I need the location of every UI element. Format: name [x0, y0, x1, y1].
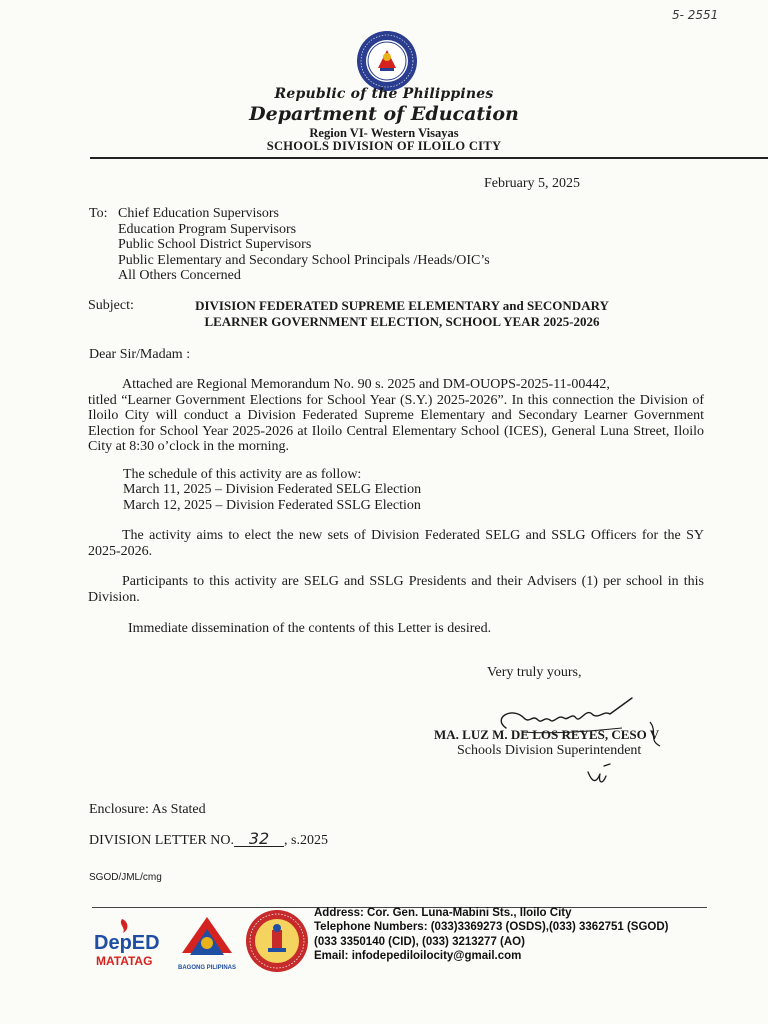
body-paragraph-4: Immediate dissemination of the contents of this Letter is desired.	[128, 621, 492, 636]
recipient-list	[118, 206, 490, 284]
letter-date: February 5, 2025	[484, 176, 581, 191]
footer-address: Address: Cor. Gen. Luna-Mabini Sts., Iloilo City	[314, 907, 572, 919]
subject-line-1: DIVISION FEDERATED SUPREME ELEMENTARY and SECONDARY	[195, 298, 609, 313]
recipient-item: Public School District Supervisors	[118, 237, 312, 253]
subject-line-2: LEARNER GOVERNMENT ELECTION, SCHOOL YEAR 2025-2026	[204, 313, 600, 329]
department-heading: Department of Education	[249, 103, 519, 125]
subject-label: Subject:	[88, 298, 134, 313]
recipient-item: All Others Concerned	[118, 268, 241, 284]
schedule-item: March 12, 2025 – Division Federated SSLG Election	[123, 497, 421, 513]
footer-phone-2: (033 3350140 (CID), (033) 3213277 (AO)	[314, 935, 525, 948]
deped-matatag-logo	[92, 913, 170, 975]
paragraph-3-text: Participants to this activity are SELG and SSLG Presidents and their Advisers (1) per school in this Division.	[88, 574, 704, 605]
schedule-item: March 11, 2025 – Division Federated SELG Election	[123, 482, 422, 498]
deped-seal-logo	[356, 30, 418, 92]
body-paragraph-3	[88, 574, 704, 605]
subject-text	[162, 298, 642, 329]
matatag-logo-text: MATATAG	[96, 954, 153, 968]
republic-heading: Republic of the Philippines	[274, 86, 494, 102]
letter-no-suffix: , s.2025	[284, 833, 328, 848]
reference-initials: SGOD/JML/cmg	[89, 872, 162, 883]
body-paragraph-2	[88, 528, 704, 559]
schedule-block	[123, 467, 421, 513]
signer-name: MA. LUZ M. DE LOS REYES, CESO V	[434, 727, 660, 742]
body-paragraph-1	[88, 377, 704, 455]
to-label: To:	[89, 206, 108, 221]
bagong-pilipinas-logo	[176, 913, 238, 975]
region-heading: Region VI- Western Visayas	[309, 126, 459, 140]
division-seal-logo	[244, 908, 310, 974]
signer-title: Schools Division Superintendent	[457, 743, 642, 758]
handwritten-reference-number: 5- 2551	[672, 8, 719, 22]
header-divider	[90, 157, 768, 159]
bagong-pilipinas-logo-text: BAGONG PILIPINAS	[177, 965, 237, 971]
closing: Very truly yours,	[487, 665, 582, 680]
paragraph-1-rest: titled “Learner Government Elections for School Year (S.Y.) 2025-2026”. In this connection the Division of Iloilo City will conduct a Division Federated Supreme Elementary and Secondary Learner Government Election for School Year 2025-2026 at Iloilo Central Elementary School (ICES), General Luna Street, Iloilo City at 8:30 o’clock in the morning.	[88, 392, 704, 455]
deped-logo-text: DepED	[94, 932, 160, 954]
recipient-item: Education Program Supervisors	[118, 221, 297, 237]
letter-no-prefix: DIVISION LETTER NO.	[89, 833, 235, 848]
recipient-item: Chief Education Supervisors	[118, 206, 279, 221]
division-letter-number	[89, 829, 328, 849]
footer-email: Email: infodepediloilocity@gmail.com	[314, 950, 522, 963]
footer-contact	[314, 906, 669, 964]
paragraph-1-first-line: Attached are Regional Memorandum No. 90 s. 2025 and DM-OUOPS-2025-11-00442,	[122, 377, 610, 392]
footer-phone-1: Telephone Numbers: (033)3369273 (OSDS),(033) 3362751 (SGOD)	[314, 921, 669, 934]
division-heading: SCHOOLS DIVISION OF ILOILO CITY	[266, 139, 502, 153]
salutation: Dear Sir/Madam :	[89, 347, 191, 362]
handwritten-initials	[584, 762, 614, 790]
paragraph-2-text: The activity aims to elect the new sets of Division Federated SELG and SSLG Officers for the SY 2025-2026.	[88, 528, 704, 559]
letter-no-handwritten: 32	[234, 832, 284, 847]
schedule-intro: The schedule of this activity are as follow:	[123, 467, 362, 482]
recipient-item: Public Elementary and Secondary School Principals /Heads/OIC’s	[118, 252, 490, 268]
enclosure-note: Enclosure: As Stated	[89, 802, 206, 817]
